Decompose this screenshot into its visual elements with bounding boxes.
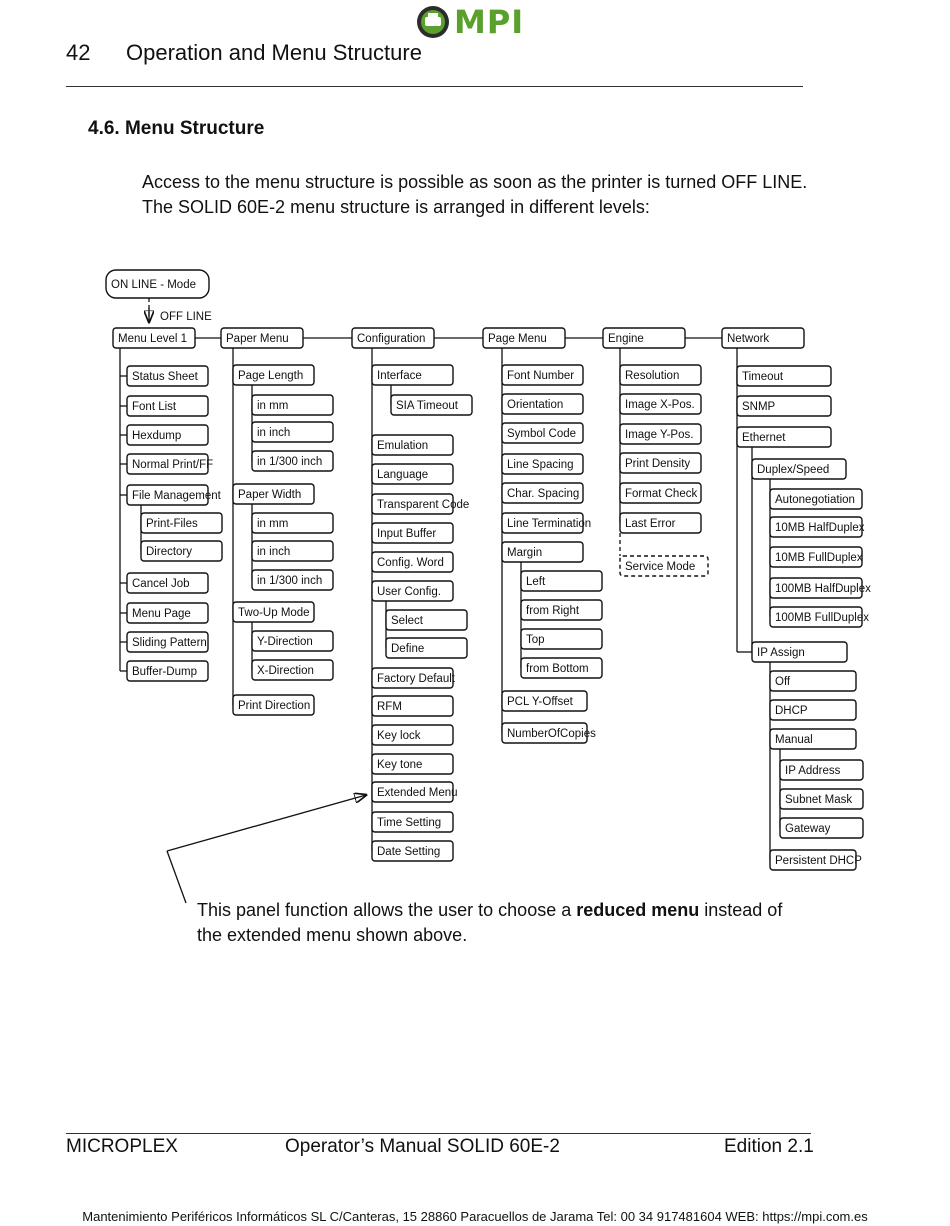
menu-node-config-word bbox=[372, 552, 453, 572]
menu-node-label: Last Error bbox=[625, 518, 676, 530]
menu-node-language bbox=[372, 464, 453, 484]
menu-node-file-management bbox=[127, 485, 222, 505]
menu-node-menu-level-1 bbox=[113, 328, 195, 348]
menu-node-rfm bbox=[372, 696, 453, 716]
menu-node-orientation bbox=[502, 394, 583, 414]
menu-node-engine bbox=[603, 328, 685, 348]
menu-node-100mb-fullduplex bbox=[770, 607, 869, 627]
menu-node-in-mm bbox=[252, 395, 333, 415]
menu-node-label: 100MB HalfDuplex bbox=[775, 583, 871, 595]
menu-node-label: DHCP bbox=[775, 705, 808, 717]
menu-node-autonegotiation bbox=[770, 489, 862, 509]
intro-line: The SOLID 60E-2 menu structure is arranged in different levels: bbox=[142, 197, 650, 217]
menu-node-label: Paper Width bbox=[238, 489, 302, 501]
menu-node-label: Ethernet bbox=[742, 432, 786, 444]
menu-node-from-bottom bbox=[521, 658, 602, 678]
footer-divider bbox=[66, 1133, 811, 1134]
menu-node-100mb-halfduplex bbox=[770, 578, 871, 598]
menu-node-label: Duplex/Speed bbox=[757, 464, 830, 476]
menu-node-sia-timeout bbox=[391, 395, 472, 415]
menu-node-cancel-job bbox=[127, 573, 208, 593]
menu-node-network bbox=[722, 328, 804, 348]
menu-node-label: Char. Spacing bbox=[507, 488, 580, 500]
menu-node-last-error bbox=[620, 513, 701, 533]
menu-node-label: Hexdump bbox=[132, 430, 182, 442]
menu-node-configuration bbox=[352, 328, 434, 348]
menu-node-label: Directory bbox=[146, 546, 193, 558]
pointer-arrow bbox=[167, 795, 366, 851]
note-text: the extended menu shown above. bbox=[197, 925, 468, 945]
menu-node-in-1-300-inch bbox=[252, 570, 333, 590]
menu-node-snmp bbox=[737, 396, 831, 416]
logo-text: MPI bbox=[454, 3, 525, 41]
menu-node-label: Sliding Pattern bbox=[132, 637, 207, 649]
menu-node-label: in mm bbox=[257, 518, 289, 530]
menu-node-label: Image X-Pos. bbox=[625, 399, 695, 411]
menu-node-print-direction bbox=[233, 695, 314, 715]
menu-node-font-number bbox=[502, 365, 583, 385]
off-line-label: OFF LINE bbox=[160, 311, 212, 323]
menu-node-label: Line Spacing bbox=[507, 459, 574, 471]
menu-node-timeout bbox=[737, 366, 831, 386]
menu-node-hexdump bbox=[127, 425, 208, 445]
menu-node-label: in 1/300 inch bbox=[257, 456, 323, 468]
menu-node-label: Paper Menu bbox=[226, 333, 289, 345]
menu-node-persistent-dhcp bbox=[770, 850, 862, 870]
menu-node-label: Emulation bbox=[377, 440, 429, 452]
note-emphasis: reduced menu bbox=[576, 900, 700, 920]
menu-node-label: Timeout bbox=[742, 371, 784, 383]
menu-node-top bbox=[521, 629, 602, 649]
menu-node-line-spacing bbox=[502, 454, 583, 474]
menu-node-label: Time Setting bbox=[377, 817, 442, 829]
menu-node-interface bbox=[372, 365, 453, 385]
footer-manual-title: Operator’s Manual SOLID 60E-2 bbox=[285, 1136, 560, 1157]
menu-node-line-termination bbox=[502, 513, 591, 533]
menu-node-sliding-pattern bbox=[127, 632, 208, 652]
menu-node-label: RFM bbox=[377, 701, 402, 713]
menu-node-label: Resolution bbox=[625, 370, 680, 382]
menu-node-transparent-code bbox=[372, 494, 469, 514]
menu-node-two-up-mode bbox=[233, 602, 314, 622]
menu-node-emulation bbox=[372, 435, 453, 455]
footer-company: MICROPLEX bbox=[66, 1136, 178, 1157]
menu-node-manual bbox=[770, 729, 856, 749]
menu-node-label: Network bbox=[727, 333, 770, 345]
chapter-title: Operation and Menu Structure bbox=[126, 40, 422, 65]
menu-node-label: Extended Menu bbox=[377, 787, 458, 799]
menu-node-label: Factory Default bbox=[377, 673, 455, 685]
menu-node-label: Key tone bbox=[377, 759, 423, 771]
menu-node-label: User Config. bbox=[377, 586, 441, 598]
menu-node-label: Manual bbox=[775, 734, 813, 746]
menu-node-label: Line Termination bbox=[507, 518, 592, 530]
menu-node-buffer-dump bbox=[127, 661, 208, 681]
menu-node-label: in inch bbox=[257, 427, 291, 439]
menu-node-label: Left bbox=[526, 576, 546, 588]
menu-node-in-inch bbox=[252, 422, 333, 442]
menu-node-page-menu bbox=[483, 328, 565, 348]
menu-node-label: Language bbox=[377, 469, 429, 481]
menu-node-label: Font Number bbox=[507, 370, 575, 382]
menu-node-paper-menu bbox=[221, 328, 303, 348]
menu-node-label: Image Y-Pos. bbox=[625, 429, 694, 441]
menu-node-label: ON LINE - Mode bbox=[111, 279, 196, 291]
menu-node-label: Cancel Job bbox=[132, 578, 190, 590]
menu-node-label: Page Length bbox=[238, 370, 304, 382]
menu-node-label: Format Check bbox=[625, 488, 698, 500]
menu-node-font-list bbox=[127, 396, 208, 416]
menu-node-subnet-mask bbox=[780, 789, 863, 809]
menu-node-key-lock bbox=[372, 725, 453, 745]
menu-node-pcl-y-offset bbox=[502, 691, 587, 711]
menu-node-date-setting bbox=[372, 841, 453, 861]
menu-node-label: in 1/300 inch bbox=[257, 575, 323, 587]
menu-node-resolution bbox=[620, 365, 701, 385]
pointer-line bbox=[167, 851, 186, 903]
menu-node-label: X-Direction bbox=[257, 665, 314, 677]
menu-node-margin bbox=[502, 542, 583, 562]
menu-node-label: Two-Up Mode bbox=[238, 607, 310, 619]
menu-node-label: Menu Level 1 bbox=[118, 333, 188, 345]
menu-node-paper-width bbox=[233, 484, 314, 504]
menu-node-in-inch bbox=[252, 541, 333, 561]
menu-node-label: Menu Page bbox=[132, 608, 191, 620]
menu-node-in-1-300-inch bbox=[252, 451, 333, 471]
menu-node-label: Interface bbox=[377, 370, 422, 382]
menu-node-input-buffer bbox=[372, 523, 453, 543]
menu-node-label: 10MB HalfDuplex bbox=[775, 522, 865, 534]
footer-edition: Edition 2.1 bbox=[724, 1136, 814, 1157]
menu-node-label: Orientation bbox=[507, 399, 564, 411]
menu-node-label: Font List bbox=[132, 401, 177, 413]
menu-node-extended-menu bbox=[372, 782, 458, 802]
menu-node-numberofcopies bbox=[502, 723, 596, 743]
menu-node-label: Key lock bbox=[377, 730, 421, 742]
menu-node-label: 10MB FullDuplex bbox=[775, 552, 863, 564]
menu-node-label: PCL Y-Offset bbox=[507, 696, 573, 708]
menu-node-label: in inch bbox=[257, 546, 291, 558]
menu-node-label: NumberOfCopies bbox=[507, 728, 596, 740]
menu-node-label: Persistent DHCP bbox=[775, 855, 862, 867]
menu-node-label: Define bbox=[391, 643, 425, 655]
menu-node-10mb-halfduplex bbox=[770, 517, 865, 537]
menu-node-define bbox=[386, 638, 467, 658]
reduced-menu-note bbox=[197, 898, 782, 948]
menu-node-label: Print Direction bbox=[238, 700, 311, 712]
menu-node-menu-page bbox=[127, 603, 208, 623]
menu-node-on-line-mode bbox=[106, 270, 209, 298]
menu-node-user-config bbox=[372, 581, 453, 601]
menu-node-in-mm bbox=[252, 513, 333, 533]
menu-node-label: Print Density bbox=[625, 458, 691, 470]
menu-node-label: Print-Files bbox=[146, 518, 198, 530]
menu-node-label: IP Address bbox=[785, 765, 841, 777]
menu-node-label: Date Setting bbox=[377, 846, 441, 858]
menu-node-label: Buffer-Dump bbox=[132, 666, 197, 678]
page-number: 42 bbox=[66, 40, 91, 65]
menu-node-ip-address bbox=[780, 760, 863, 780]
menu-node-label: IP Assign bbox=[757, 647, 805, 659]
menu-node-format-check bbox=[620, 483, 701, 503]
menu-node-key-tone bbox=[372, 754, 453, 774]
menu-node-label: Page Menu bbox=[488, 333, 547, 345]
menu-node-page-length bbox=[233, 365, 314, 385]
menu-node-label: Engine bbox=[608, 333, 644, 345]
menu-node-select bbox=[386, 610, 467, 630]
menu-node-status-sheet bbox=[127, 366, 208, 386]
menu-node-symbol-code bbox=[502, 423, 583, 443]
menu-node-x-direction bbox=[252, 660, 333, 680]
menu-node-label: Service Mode bbox=[625, 561, 696, 573]
menu-node-label: Subnet Mask bbox=[785, 794, 853, 806]
menu-node-off bbox=[770, 671, 856, 691]
intro-line: Access to the menu structure is possible as soon as the printer is turned OFF LINE. bbox=[142, 172, 808, 192]
menu-node-label: Y-Direction bbox=[257, 636, 313, 648]
menu-node-ethernet bbox=[737, 427, 831, 447]
menu-node-label: Gateway bbox=[785, 823, 831, 835]
menu-node-from-right bbox=[521, 600, 602, 620]
menu-node-image-y-pos bbox=[620, 424, 701, 444]
menu-node-label: SIA Timeout bbox=[396, 400, 459, 412]
menu-node-label: 100MB FullDuplex bbox=[775, 612, 869, 624]
menu-node-label: Autonegotiation bbox=[775, 494, 855, 506]
menu-node-directory bbox=[141, 541, 222, 561]
menu-node-normal-print-ff bbox=[127, 454, 213, 474]
menu-node-label: Configuration bbox=[357, 333, 426, 345]
menu-node-ip-assign bbox=[752, 642, 847, 662]
menu-node-label: SNMP bbox=[742, 401, 776, 413]
menu-node-10mb-fullduplex bbox=[770, 547, 863, 567]
note-text: instead of bbox=[699, 900, 783, 920]
menu-node-print-density bbox=[620, 453, 701, 473]
note-text: This panel function allows the user to choose a bbox=[197, 900, 577, 920]
menu-node-gateway bbox=[780, 818, 863, 838]
menu-node-y-direction bbox=[252, 631, 333, 651]
menu-node-print-files bbox=[141, 513, 222, 533]
menu-node-image-x-pos bbox=[620, 394, 701, 414]
footer-disclaimer: Mantenimiento Periféricos Informáticos SL C/Canteras, 15 28860 Paracuellos de Jarama Tel: 00 34 917481604 WEB: https://mpi.com.es bbox=[82, 1209, 868, 1224]
menu-node-factory-default bbox=[372, 668, 456, 688]
menu-node-label: Symbol Code bbox=[507, 428, 577, 440]
menu-node-label: Status Sheet bbox=[132, 371, 198, 383]
menu-node-duplex-speed bbox=[752, 459, 846, 479]
menu-node-service-mode bbox=[620, 556, 708, 576]
menu-node-label: Select bbox=[391, 615, 423, 627]
menu-node-label: Config. Word bbox=[377, 557, 444, 569]
menu-node-label: Top bbox=[526, 634, 545, 646]
menu-node-label: Margin bbox=[507, 547, 543, 559]
menu-node-label: Off bbox=[775, 676, 791, 688]
menu-node-char-spacing bbox=[502, 483, 583, 503]
menu-node-label: Transparent Code bbox=[377, 499, 470, 511]
menu-node-label: from Bottom bbox=[526, 663, 589, 675]
section-heading: 4.6. Menu Structure bbox=[88, 118, 265, 139]
menu-node-label: Input Buffer bbox=[377, 528, 437, 540]
menu-node-time-setting bbox=[372, 812, 453, 832]
menu-node-dhcp bbox=[770, 700, 856, 720]
menu-node-left bbox=[521, 571, 602, 591]
menu-node-label: from Right bbox=[526, 605, 580, 617]
menu-node-label: Normal Print/FF bbox=[132, 459, 214, 471]
menu-node-label: File Management bbox=[132, 490, 221, 502]
menu-node-label: in mm bbox=[257, 400, 289, 412]
